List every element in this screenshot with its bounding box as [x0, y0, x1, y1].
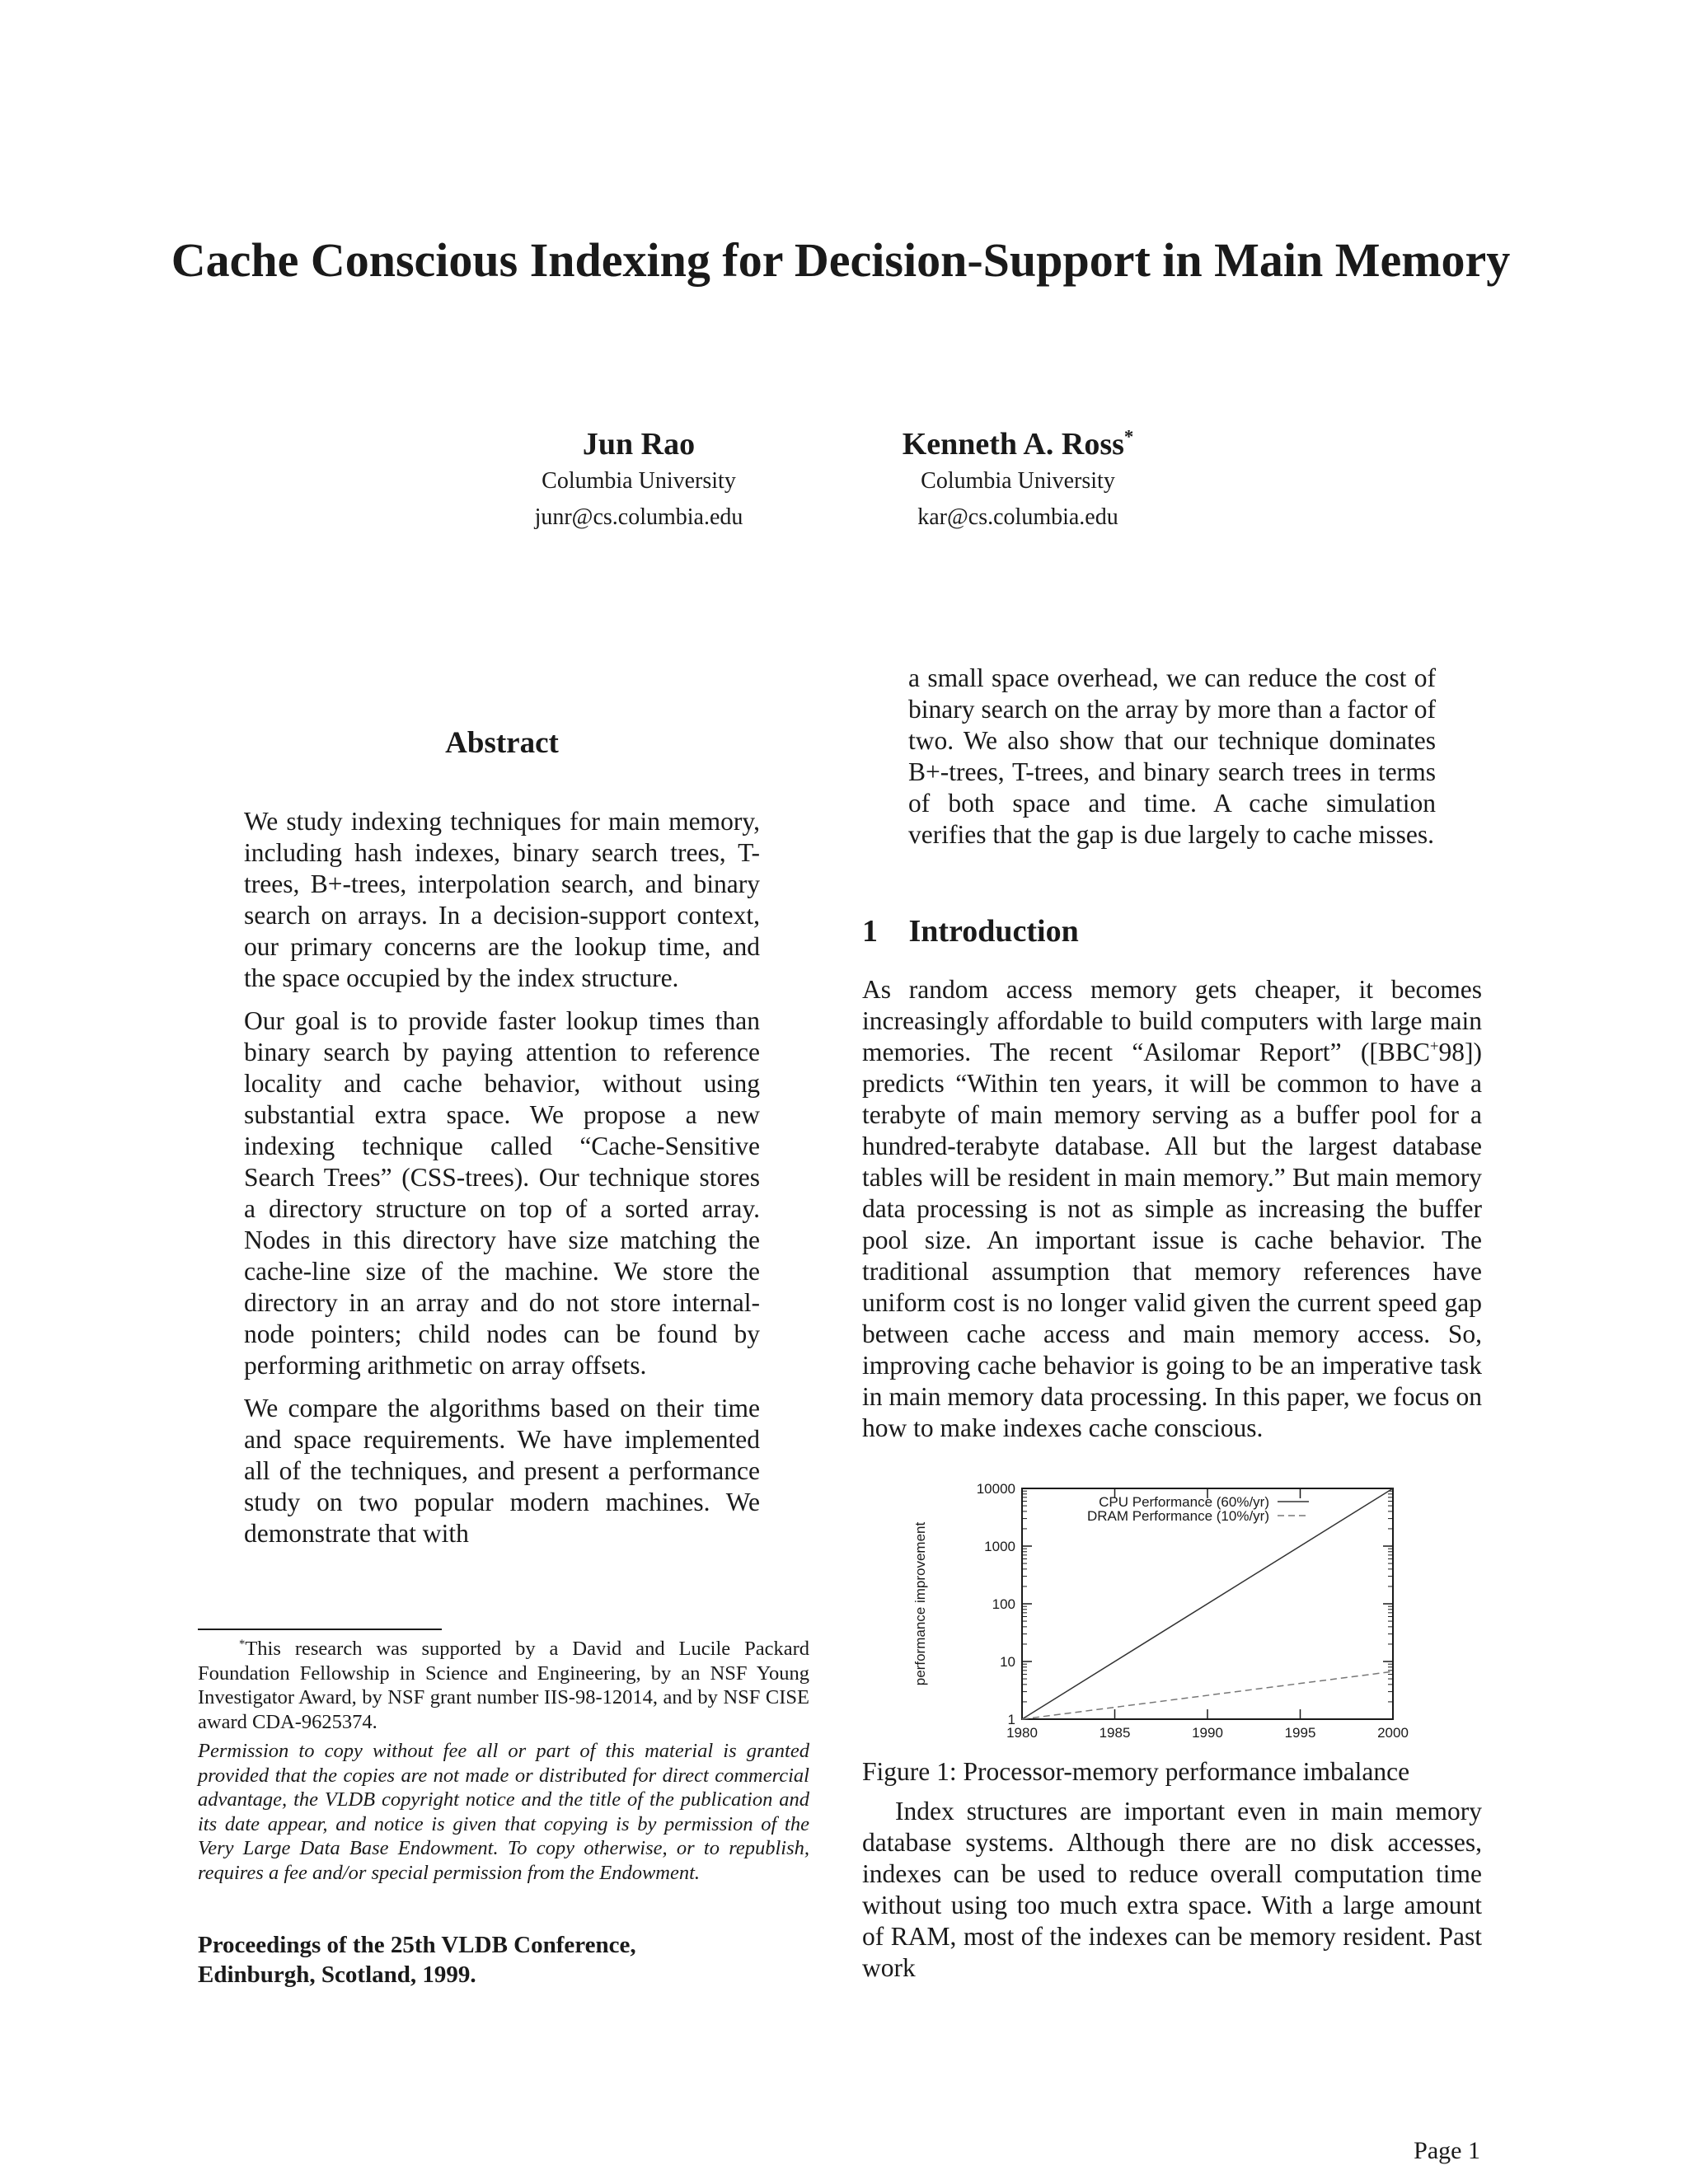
author-email: kar@cs.columbia.edu [917, 504, 1118, 530]
x-tick-label: 2000 [1377, 1725, 1409, 1741]
footnote-rule [198, 1629, 442, 1630]
author-affiliation: Columbia University [542, 468, 736, 494]
y-axis-label: performance improvement [912, 1521, 928, 1686]
section-heading [862, 913, 1079, 949]
intro-text-b: 98]) predicts “Within ten years, it will be common to have a terabyte of main memory serving as a buffer pool for a hundred-terabyte database. All but the largest database tables will be resident in main memory.” But main memory data processing is not as simple as increasing the buffer pool size. An important issue is cache behavior. The traditional assumption that memory references have uniform cost is no longer valid given the current speed gap between cache access and main memory access. So, improving cache behavior is going to be an imperative task in main memory data processing. In this paper, we focus on how to make indexes cache conscious. [862, 1038, 1482, 1442]
author-affiliation: Columbia University [921, 468, 1115, 494]
proceedings-line: Proceedings of the 25th VLDB Conference, [198, 1932, 636, 1958]
y-tick-label: 100 [992, 1596, 1015, 1612]
proceedings-line: Edinburgh, Scotland, 1999. [198, 1961, 476, 1988]
abstract-paragraph: We compare the algorithms based on their time and space requirements. We have implemented all of the techniques, and present a performance study on two popular modern machines. We demonstrate that with [244, 1394, 760, 1548]
section-number: 1 [862, 914, 878, 949]
chart-legend [1087, 1494, 1309, 1524]
page-number: Page 1 [1414, 2137, 1480, 2164]
footnote-text [198, 1637, 809, 1734]
permission-notice: Permission to copy without fee all or part of this material is granted provided that the copies are not made or distributed for direct commercial advantage, the VLDB copyright notice and the title of the publication and its date appear, and notice is given that copying is by permission of the Very Large Data Base Endowment. To copy otherwise, or to republish, requires a fee and/or special permission from the Endowment. [198, 1740, 809, 1884]
legend-label: CPU Performance (60%/yr) [1099, 1494, 1269, 1510]
intro-text-a: As random access memory gets cheaper, it becomes increasingly affordable to build computers with large main memories. The recent “Asilomar Report” ([BBC [862, 975, 1482, 1066]
abstract-continuation: a small space overhead, we can reduce the cost of binary search on the array by more than a factor of two. We also show that our technique dominates B+-trees, T-trees, and binary search trees in terms of both space and time. A cache simulation verifies that the gap is due largely to cache misses. [908, 663, 1436, 849]
legend-label: DRAM Performance (10%/yr) [1086, 1508, 1269, 1524]
intro-paragraph-1 [862, 974, 1482, 1444]
abstract-heading: Abstract [445, 726, 559, 760]
y-tick-label: 10000 [976, 1481, 1015, 1497]
footnote-body: This research was supported by a David and Lucile Packard Foundation Fellowship in Science and Engineering, by an NSF Young Investigator Award, by NSF grant number IIS-98-12014, and by NSF CISE award CDA-9625374. [198, 1638, 809, 1733]
intro-text [862, 974, 1482, 1444]
performance-chart [907, 1480, 1434, 1752]
x-tick-label: 1990 [1192, 1725, 1223, 1741]
author-block-1 [478, 425, 799, 536]
citation-sup: + [1429, 1038, 1439, 1056]
figure-caption: Figure 1: Processor-memory performance imbalance [862, 1757, 1410, 1786]
y-tick-label: 1000 [984, 1539, 1015, 1554]
section-title: Introduction [908, 914, 1079, 949]
footnote-mark: * [1123, 426, 1134, 448]
author-name [841, 425, 1195, 463]
footnote-mark: * [239, 1637, 246, 1651]
footnote [198, 1637, 809, 1885]
abstract-paragraph: Our goal is to provide faster lookup times than binary search by paying attention to reference locality and cache behavior, without using substantial extra space. We propose a new indexing technique called “Cache-Sensitive Search Trees” (CSS-trees). Our technique stores a directory structure on top of a sorted array. Nodes in this directory have size matching the cache-line size of the machine. We store the directory in an array and do not store internal-node pointers; child nodes can be found by performing arithmetic on array offsets. [244, 1006, 760, 1380]
x-tick-label: 1980 [1006, 1725, 1038, 1741]
intro-paragraph-2: Index structures are important even in main memory database systems. Although there are no disk accesses, indexes can be used to reduce overall computation time without using too much extra space. With a large amount of RAM, most of the indexes can be memory resident. Past work [862, 1797, 1482, 1982]
y-tick-label: 1 [1007, 1712, 1015, 1727]
author-email: junr@cs.columbia.edu [534, 504, 743, 530]
author-block-2 [841, 425, 1195, 536]
y-tick-label: 10 [1000, 1654, 1015, 1670]
abstract-paragraph: We study indexing techniques for main memory, including hash indexes, binary search trees, T-trees, B+-trees, interpolation search, and binary search on arrays. In a decision-support context, our primary concerns are the lookup time, and the space occupied by the index structure. [244, 807, 760, 992]
paper-title: Cache Conscious Indexing for Decision-Support in Main Memory [171, 233, 1511, 287]
author-name-text: Kenneth A. Ross [902, 427, 1124, 462]
author-name: Jun Rao [582, 427, 696, 462]
x-tick-label: 1995 [1284, 1725, 1316, 1741]
abstract-body [244, 806, 760, 1549]
x-tick-label: 1985 [1099, 1725, 1131, 1741]
proceedings-info [198, 1930, 809, 1990]
